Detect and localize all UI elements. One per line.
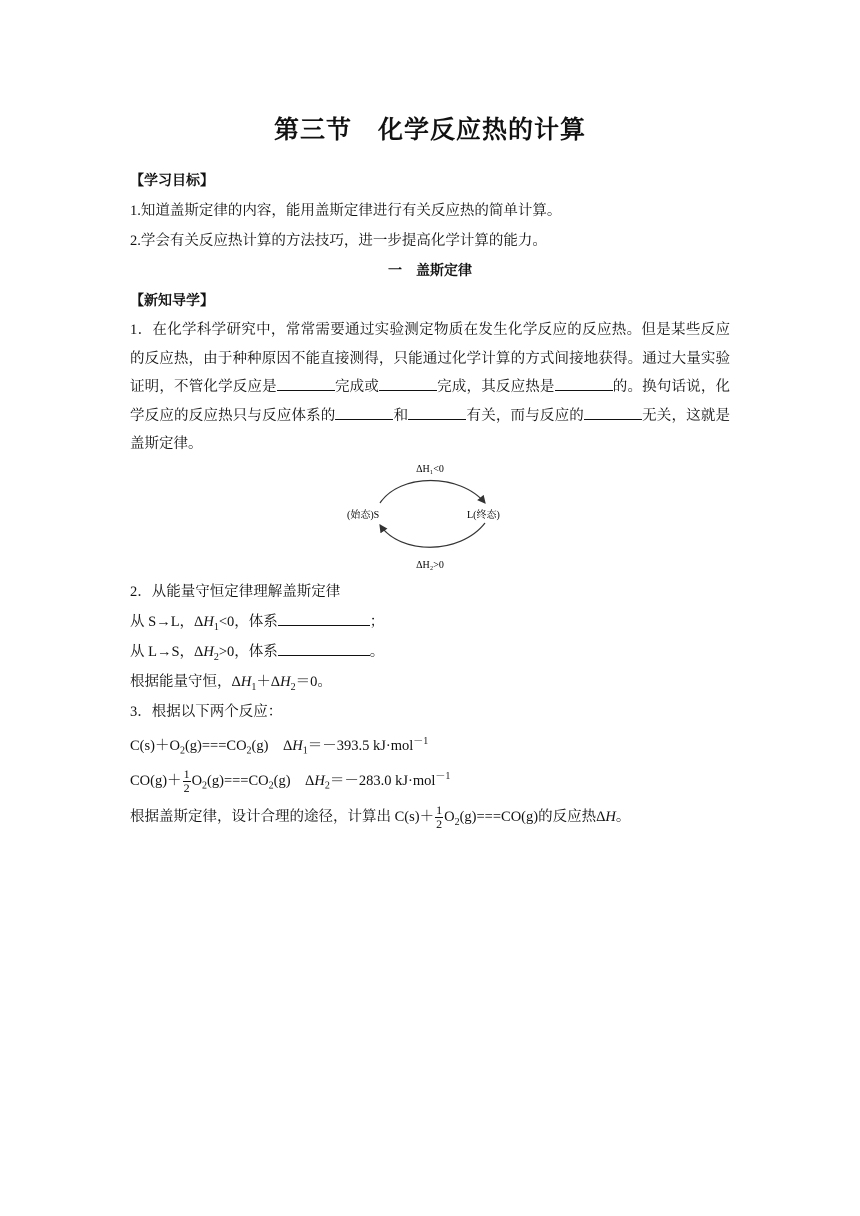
- reverse-arrow: [380, 523, 485, 547]
- initial-state-label: (始态)S: [347, 509, 380, 521]
- goals-header: 【学习目标】: [130, 173, 214, 189]
- equation-2: CO(g)＋ $\frac{1}{2}$ $O_2(g)===CO_2(g)$ $\Delta H_2=-283.0$ kJ·mol$^{-1}$: [130, 766, 451, 795]
- page-title: [0, 110, 860, 146]
- section-heading: 一 盖斯定律: [388, 263, 472, 279]
- forward-arrow: [380, 480, 485, 503]
- fill-blank[interactable]: [278, 639, 370, 656]
- new-knowledge-header: 【新知导学】: [130, 293, 214, 309]
- content-body: [130, 166, 730, 837]
- hess-cycle-diagram: [130, 463, 730, 575]
- title-topic: 化学反应热的计算: [378, 115, 587, 144]
- bottom-arrow-label: ΔH₂>0: [416, 559, 444, 571]
- fill-blank[interactable]: [277, 374, 335, 391]
- goal-item-2: 2.学会有关反应热计算的方法技巧，进一步提高化学计算的能力。: [130, 233, 547, 249]
- fill-blank[interactable]: [335, 403, 393, 420]
- question-1: 1．在化学科学研究中，常常需要通过实验测定物质在发生化学反应的反应热。但是某些反应的反应热，由于种种原因不能直接测得，只能通过化学计算的方式间接地获得。通过大量实验证明，不管化学反应是 完成或 完成，其反应热是 的。换句话说，化学反应的反应热只与反应体系的 和 有关，而与反应的 无关，这就是盖斯定律。: [130, 322, 731, 452]
- fill-blank[interactable]: [379, 374, 437, 391]
- question-3-heading: 3．根据以下两个反应：: [130, 703, 283, 720]
- title-section-number: 第三节: [273, 115, 352, 144]
- fraction-half: $\frac{1}{2}$: [183, 766, 190, 795]
- fill-blank[interactable]: [555, 374, 613, 391]
- top-arrow-label: ΔH₁<0: [416, 463, 444, 475]
- question-2-line-2: 从 L→S，$\Delta H_2>0$，体系 。: [130, 637, 730, 667]
- question-2-line-1: 从 S→L，$\Delta H_1<0$，体系 ；: [130, 607, 730, 637]
- equation-1: $C(s)+O_2(g)===CO_2(g)$ $\Delta H_1=-393.5$ kJ·mol$^{-1}$: [130, 735, 429, 757]
- question-2-line-3: 根据能量守恒，$\Delta H_1+\Delta H_2=0$。: [130, 673, 332, 693]
- fill-blank[interactable]: [584, 403, 642, 420]
- fill-blank[interactable]: [408, 403, 466, 420]
- fraction-half: $\frac{1}{2}$: [436, 802, 443, 831]
- question-3-ask: 根据盖斯定律，设计合理的途径，计算出 C(s)＋ $\frac{1}{2}$ $O_2(g)===CO(g)$的反应热ΔH。: [130, 802, 631, 831]
- question-2-heading: 2．从能量守恒定律理解盖斯定律: [130, 583, 341, 600]
- fill-blank[interactable]: [278, 609, 370, 626]
- final-state-label: L(终态): [467, 509, 500, 521]
- goal-item-1: 1.知道盖斯定律的内容，能用盖斯定律进行有关反应热的简单计算。: [130, 203, 562, 219]
